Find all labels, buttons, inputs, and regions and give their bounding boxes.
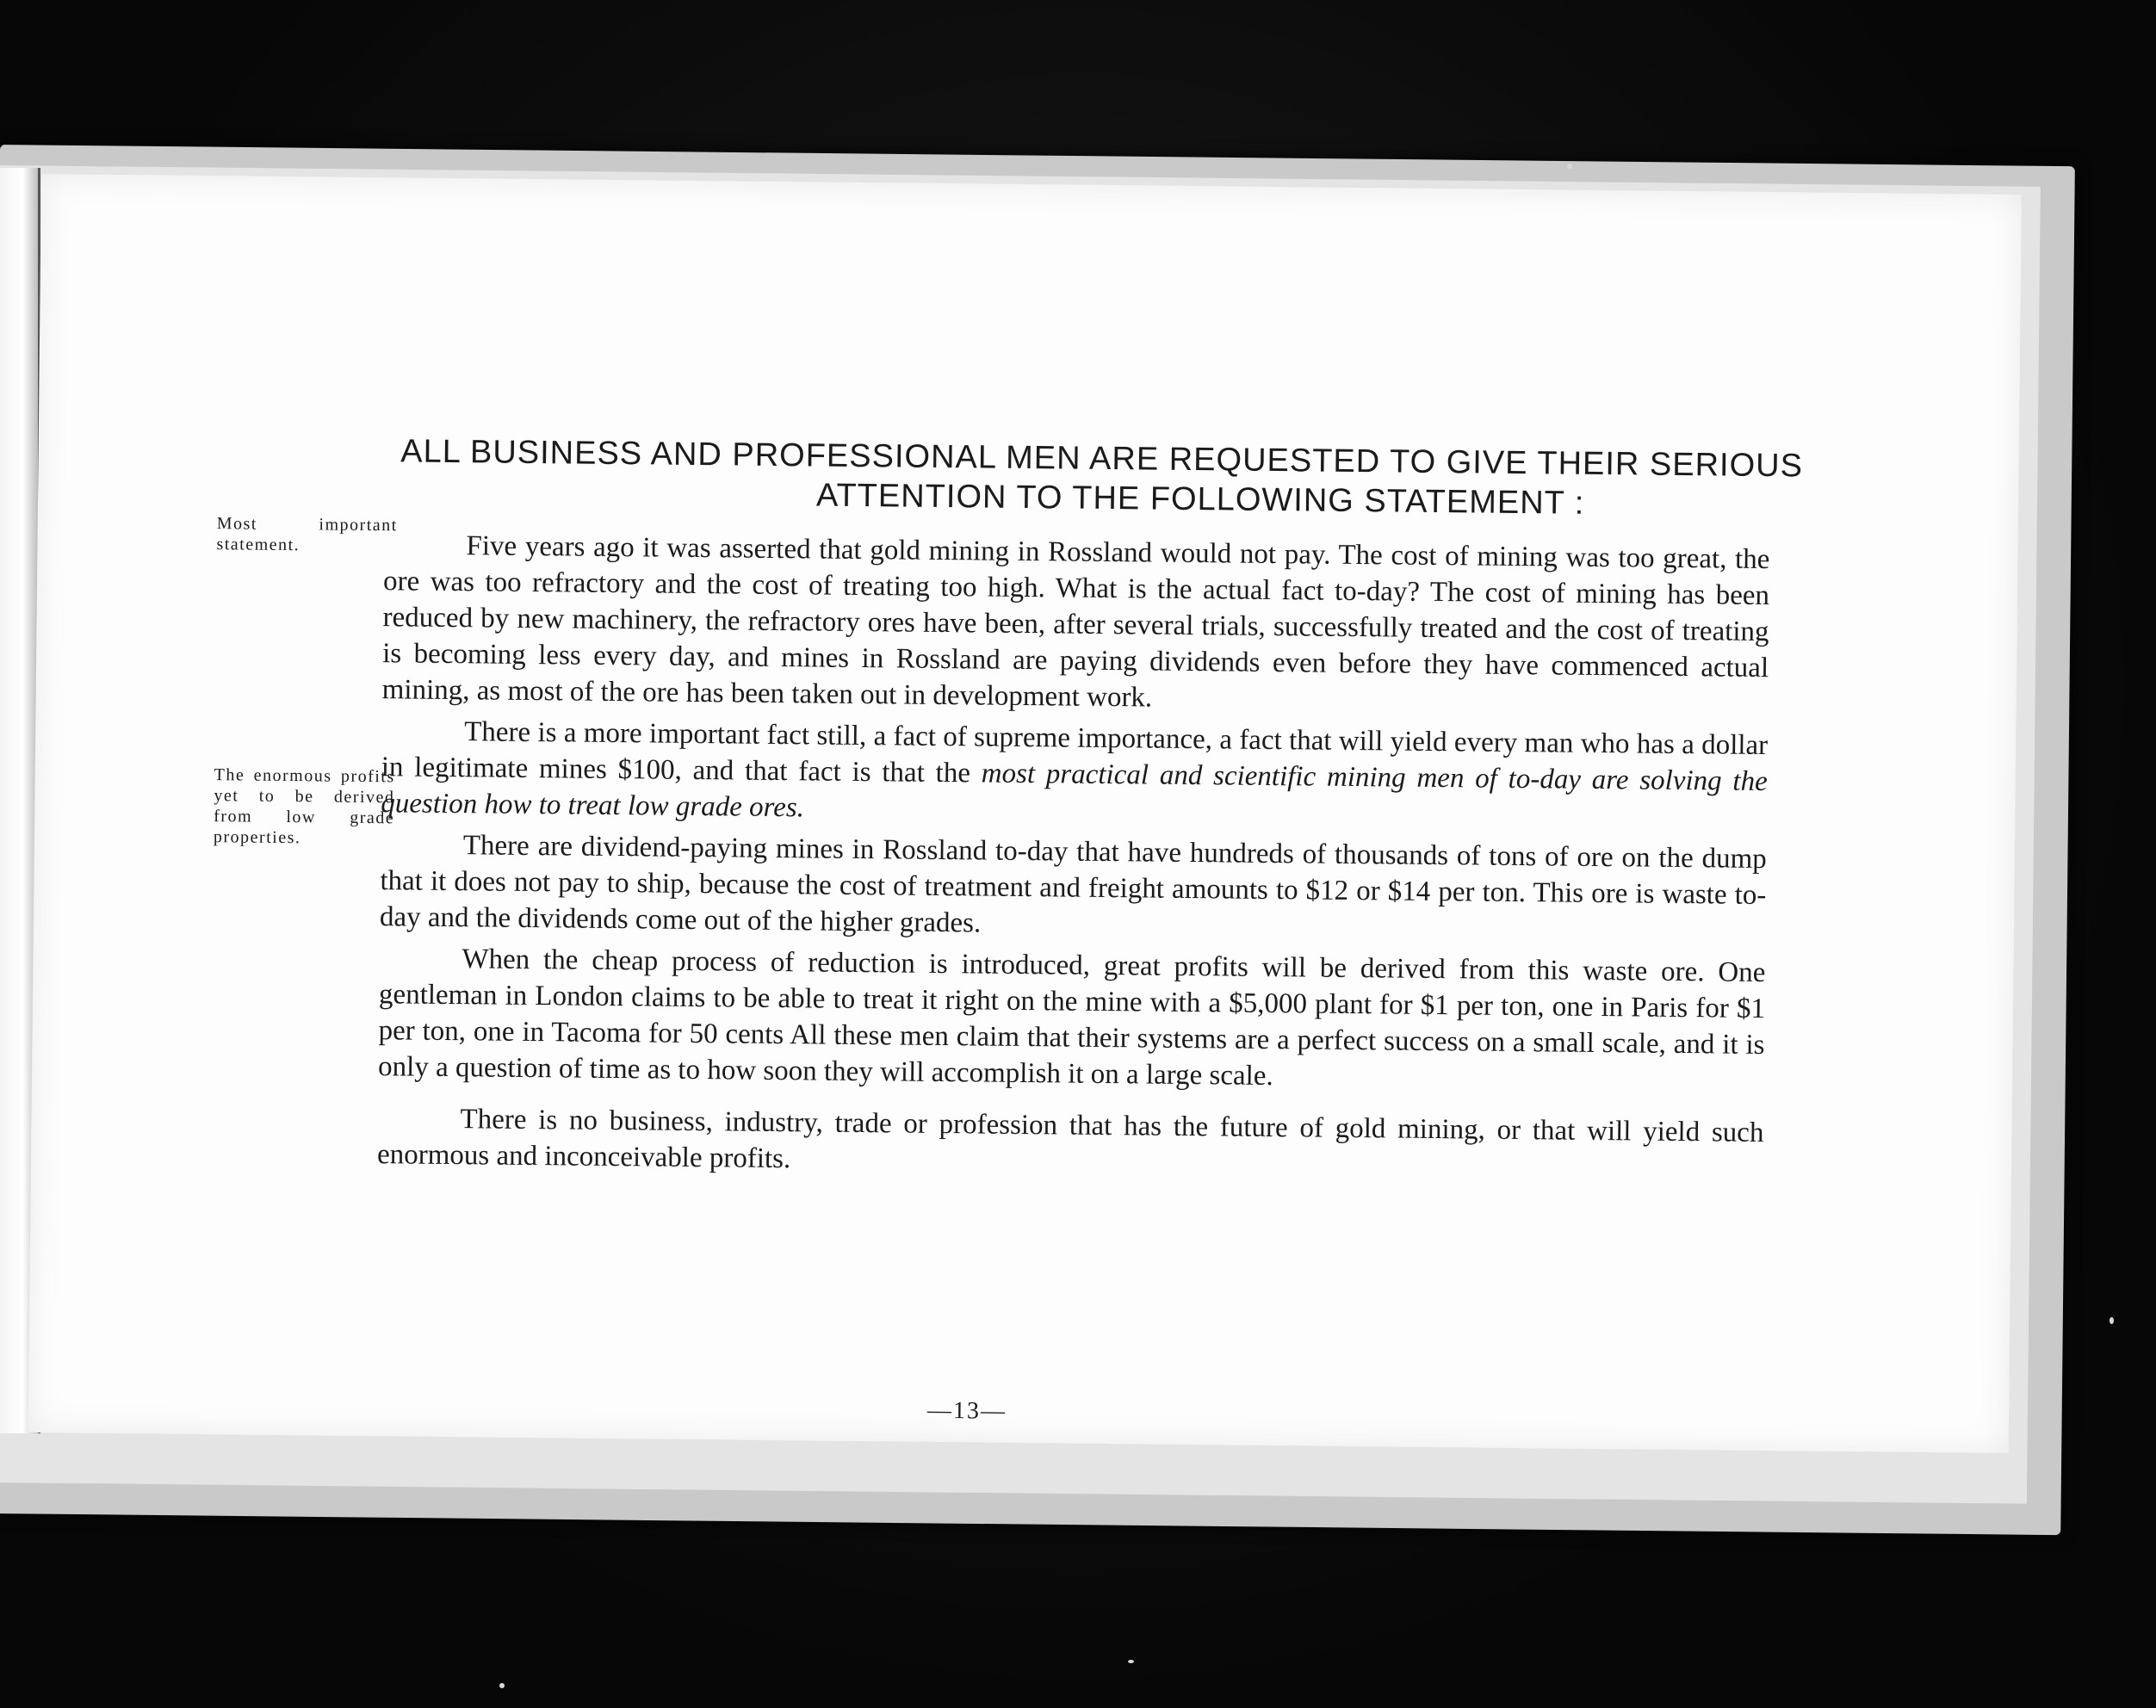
paragraph-3: There are dividend-paying mines in Rossland to-day that have hundreds of thousands of tons of ore on the dump that it does not pay to ship, because the cost of treatment and freight amounts to $12 or $14 per ton. This ore is waste to-day and the dividends come out of the higher grades. [379,830,1767,939]
body-text [377,527,1770,1192]
heading-line-2: ATTENTION TO THE FOLLOWING STATEMENT : [815,477,1585,522]
paragraph-2-text: There is a more important fact still, a fact of supreme importance, a fact that will yield every man who has a dollar in legitimate mines $100, and that fact is that the [381,716,1769,789]
dust-speck [1128,1660,1134,1663]
paragraph-2 [381,713,1768,836]
paragraph-5: There is no business, industry, trade or profession that has the future of gold mining, or that will yield such enormous and inconceivable profits. [376,1104,1764,1175]
paragraph-1: Five years ago it was asserted that gold mining in Rossland would not pay. The cost of mining was too great, the ore was too refractory and the cost of treating too high. What is the actual fact to-day? The cost of mining has been reduced by new machinery, the refractory ores have been, after several trials, successfully treated and the cost of treating is becoming less every day, and mines in Rossland are paying dividends even before they have commenced actual mining, as most of the ore has been taken out in development work. [381,530,1770,714]
page-content [28,174,2022,1453]
page-number: —13— [926,1396,1007,1425]
paragraph-4: When the cheap process of reduction is introduced, great profits will be derived from this waste ore. One gentleman in London claims to be able to treat it right on the mine with a $5,000 plant for $1 per ton, one in Paris for $1 per ton, one in Tacoma for 50 cents All these men claim that their systems are a perfect success on a small scale, and it is only a question of time as to how soon they will accomplish it on a large scale. [377,944,1766,1092]
heading-line-1: ALL BUSINESS AND PROFESSIONAL MEN ARE REQUESTED TO GIVE THEIR SERIOUS [400,433,1804,485]
paragraph-2-italic: most practical and scientific mining men of to-day are solving the question how to treat low grade ores. [381,758,1768,824]
sidenote-important-statement: Most important statement. [216,514,398,555]
dust-speck [2110,1317,2114,1324]
dust-speck [499,1683,505,1688]
dust-speck [1567,164,1572,169]
page-heading [391,431,1812,525]
right-page [28,174,2022,1453]
sidenote-enormous-profits: The enormous profits yet to be derived from low grade properties. [213,765,395,848]
